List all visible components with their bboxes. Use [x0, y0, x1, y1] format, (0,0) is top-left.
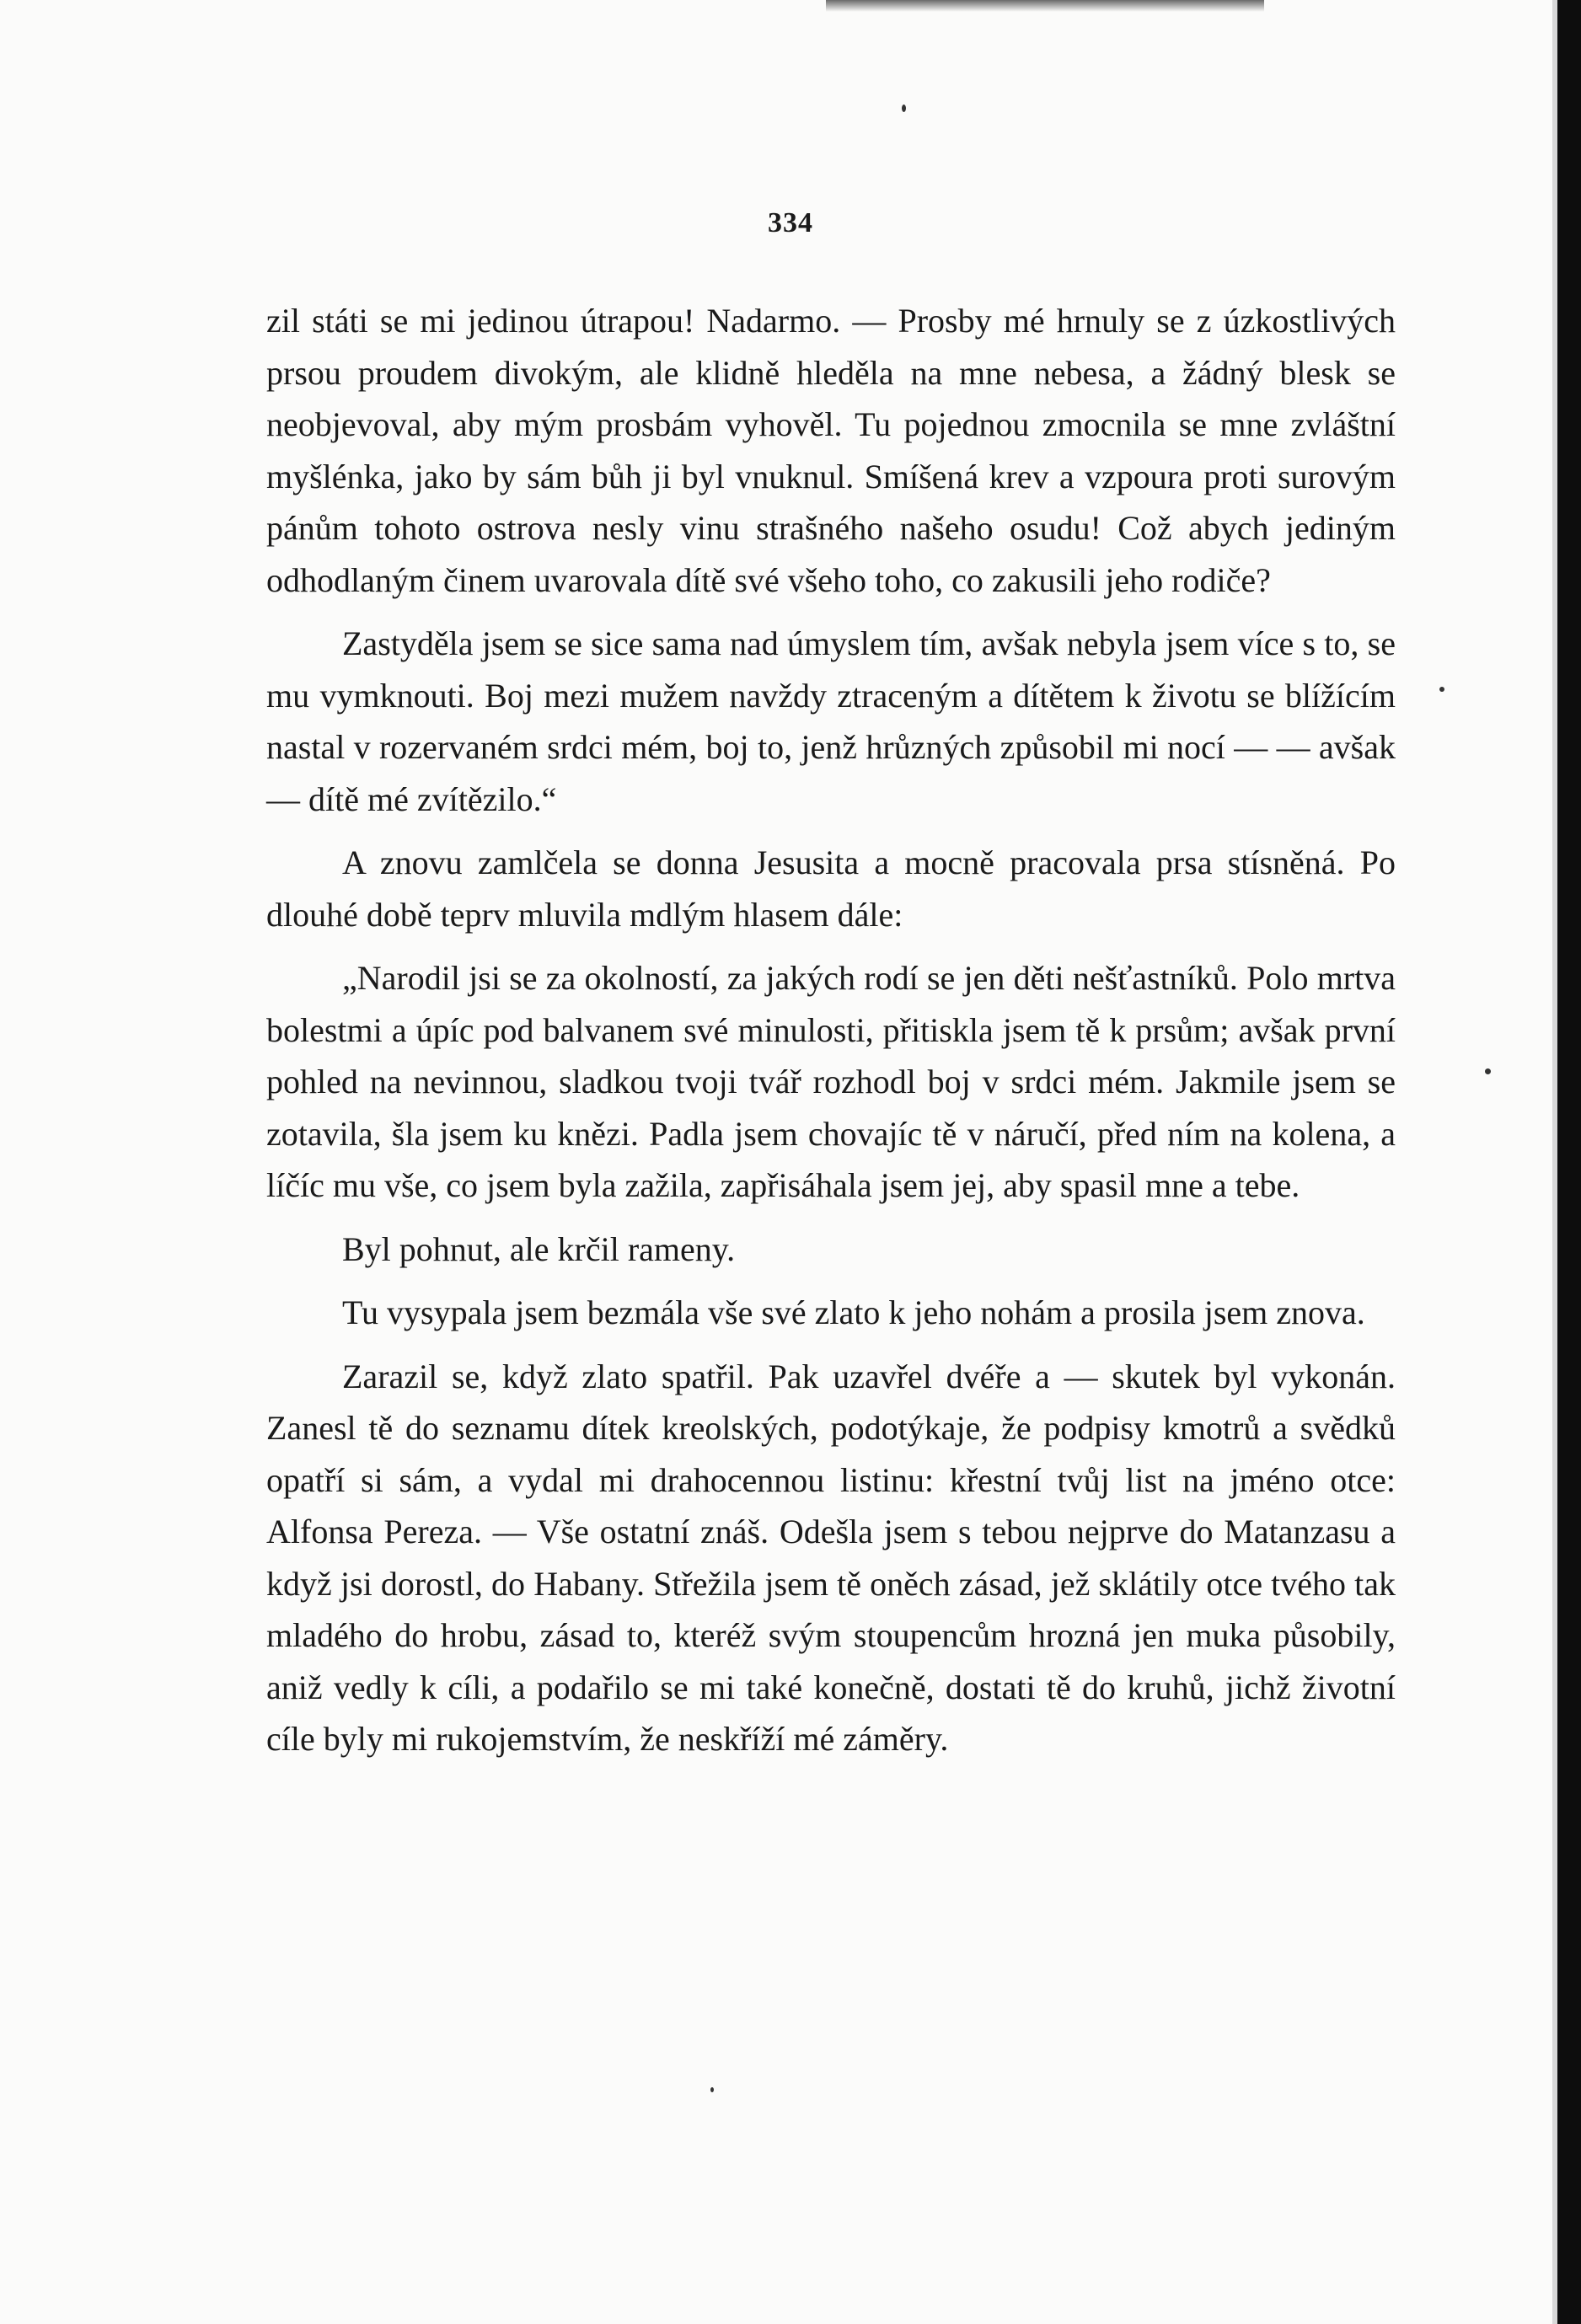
paragraph: Zarazil se, když zlato spatřil. Pak uzavřel dvéře a — skutek byl vykonán. Zanesl tě do seznamu dítek kreolských, podotýkaje, že podpisy kmotrů a svědků opatří si sám, a vydal mi drahocennou listinu: křestní tvůj list na jméno otce: Alfonsa Pereza. — Vše ostatní znáš. Odešla jsem s tebou nejprve do Matanzasu a když jsi dorostl, do Habany. Střežila jsem tě oněch zásad, jež sklátily otce tvého tak mladého do hrobu, zásad to, kteréž svým stoupencům hrozná jen muka působily, aniž vedly k cíli, a podařilo se mi také konečně, dostati tě do kruhů, jichž životní cíle byly mi rukojemstvím, že neskříží mé záměry. — [266, 1357, 1396, 1758]
scan-top-shadow — [826, 0, 1264, 12]
scan-speck — [1439, 687, 1444, 692]
paragraph: Byl pohnut, ale krčil rameny. — [342, 1229, 736, 1268]
body-text — [266, 295, 1396, 1777]
scan-right-border — [1557, 0, 1581, 2324]
page-number: 334 — [768, 207, 813, 238]
paragraph: zil státi se mi jedinou útrapou! Nadarmo. — Prosby mé hrnuly se z úzkostlivých prsou proudem divokým, ale klidně hleděla na mne nebesa, a žádný blesk se neobjevoval, aby mým prosbám vyhověl. Tu pojednou zmocnila se mne zvláštní myšlénka, jako by sám bůh ji byl vnuknul. Smíšená krev a vzpoura proti surovým pánům tohoto ostrova nesly vinu strašného našeho osudu! Což abych jediným odhodlaným činem uvarovala dítě své všeho toho, co zakusili jeho rodiče? — [266, 302, 1396, 599]
paragraph: „Narodil jsi se za okolností, za jakých rodí se jen děti nešťastníků. Polo mrtva bolestmi a úpíc pod balvanem své minulosti, přitiskla jsem tě k prsům; avšak první pohled na nevinnou, sladkou tvoji tvář rozhodl boj v srdci mém. Jakmile jsem se zotavila, šla jsem ku knězi. Padla jsem chovajíc tě v náručí, před ním na kolena, a líčíc mu vše, co jsem byla zažila, zapřisáhala jsem jej, aby spasil mne a tebe. — [266, 959, 1396, 1204]
scan-speck — [902, 104, 906, 112]
scan-speck — [710, 2087, 714, 2092]
paragraph: Zastyděla jsem se sice sama nad úmyslem tím, avšak nebyla jsem více s to, se mu vymknouti. Boj mezi mužem navždy ztraceným a dítětem k životu se blížícím nastal v rozervaném srdci mém, boj to, jenž hrůzných způsobil mi nocí — — avšak — dítě mé zvítězilo.“ — [266, 624, 1396, 818]
scan-speck — [1485, 1068, 1491, 1074]
paragraph: A znovu zamlčela se donna Jesusita a mocně pracovala prsa stísněná. Po dlouhé době teprv mluvila mdlým hlasem dále: — [266, 843, 1396, 934]
paragraph: Tu vysypala jsem bezmála vše své zlato k jeho nohám a prosila jsem znova. — [342, 1293, 1365, 1331]
